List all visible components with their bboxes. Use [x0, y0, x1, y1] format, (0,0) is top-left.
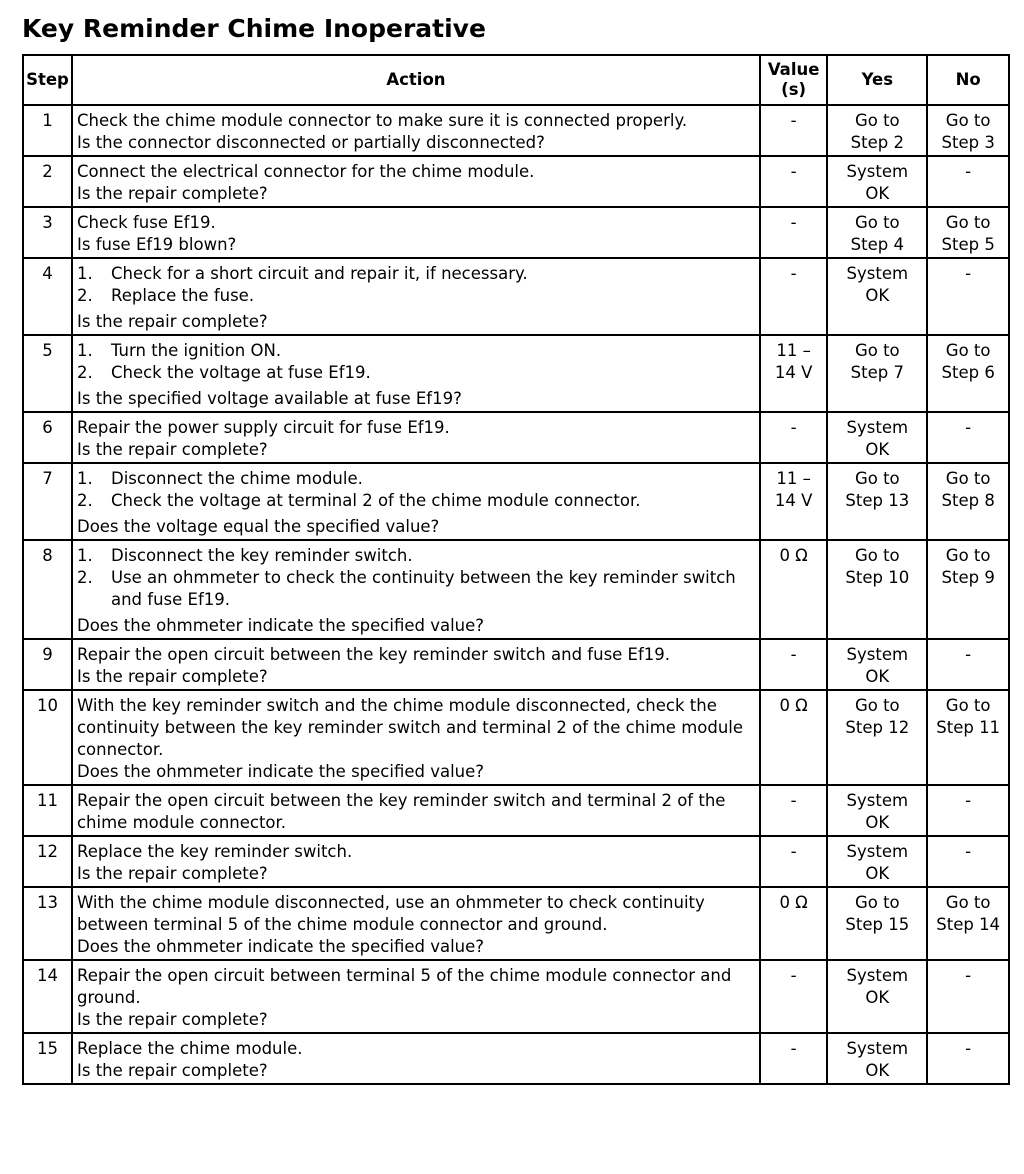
action-item-text: Disconnect the chime module.	[110, 469, 363, 488]
value-text: -	[790, 645, 797, 664]
action-text: Replace the chime module.	[76, 1039, 303, 1058]
value-text: -	[790, 418, 797, 437]
no-cell	[927, 960, 1009, 1033]
action-item-text: Turn the ignition ON.	[110, 341, 282, 360]
header-action: Action	[72, 55, 760, 105]
action-text: Replace the key reminder switch.	[76, 842, 353, 861]
no-text: -	[965, 966, 972, 985]
diagnostic-table	[22, 54, 1010, 1085]
value-text: -	[790, 791, 797, 810]
action-item	[77, 362, 755, 384]
no-text: Go to Step 3	[941, 111, 995, 152]
action-cell	[72, 1033, 760, 1084]
action-item	[77, 490, 755, 512]
step-number: 8	[23, 540, 72, 639]
value-text: -	[790, 1039, 797, 1058]
action-question: Is the repair complete?	[76, 1061, 268, 1080]
no-text: -	[965, 1039, 972, 1058]
yes-cell	[827, 540, 927, 639]
step-number: 6	[23, 412, 72, 463]
yes-text: Go to Step 12	[845, 696, 910, 737]
step-number: 1	[23, 105, 72, 156]
table-row	[23, 258, 1009, 335]
value-text: -	[790, 842, 797, 861]
value-cell	[760, 785, 827, 836]
action-cell	[72, 639, 760, 690]
yes-cell	[827, 156, 927, 207]
action-text: Check the chime module connector to make sure it is connected properly.	[76, 111, 688, 130]
value-cell	[760, 258, 827, 335]
yes-cell	[827, 785, 927, 836]
table-row	[23, 785, 1009, 836]
value-cell	[760, 540, 827, 639]
table-row	[23, 412, 1009, 463]
action-text: Repair the open circuit between the key reminder switch and terminal 2 of the chime module connector.	[76, 791, 731, 832]
value-cell	[760, 105, 827, 156]
table-row	[23, 156, 1009, 207]
yes-cell	[827, 1033, 927, 1084]
yes-text: System OK	[846, 842, 909, 883]
value-cell	[760, 836, 827, 887]
action-item-number: 2.	[76, 491, 93, 510]
yes-text: System OK	[846, 966, 909, 1007]
page-title: Key Reminder Chime Inoperative	[22, 14, 486, 43]
step-number: 9	[23, 639, 72, 690]
action-cell	[72, 258, 760, 335]
header-value-label: Value (s)	[767, 60, 820, 99]
yes-cell	[827, 639, 927, 690]
no-cell	[927, 412, 1009, 463]
no-cell	[927, 207, 1009, 258]
no-cell	[927, 887, 1009, 960]
header-yes: Yes	[827, 55, 927, 105]
value-text: -	[790, 162, 797, 181]
action-item-text: Use an ohmmeter to check the continuity between the key reminder switch and fuse Ef19.	[110, 568, 736, 609]
action-text: With the key reminder switch and the chime module disconnected, check the continuity between the key reminder switch and terminal 2 of the chime module connector.	[76, 696, 749, 759]
yes-cell	[827, 335, 927, 412]
action-item-number: 2.	[76, 286, 93, 305]
no-cell	[927, 335, 1009, 412]
action-text: With the chime module disconnected, use an ohmmeter to check continuity between terminal 5 of the chime module connector and ground.	[76, 893, 711, 934]
action-item-number: 2.	[76, 363, 93, 382]
action-item-number: 1.	[76, 264, 93, 283]
action-question: Is the repair complete?	[76, 184, 268, 203]
action-item	[77, 468, 755, 490]
step-number: 13	[23, 887, 72, 960]
step-number: 10	[23, 690, 72, 785]
no-cell	[927, 156, 1009, 207]
no-text: -	[965, 162, 972, 181]
yes-cell	[827, 960, 927, 1033]
yes-cell	[827, 463, 927, 540]
action-text: Connect the electrical connector for the chime module.	[76, 162, 535, 181]
action-cell	[72, 156, 760, 207]
no-cell	[927, 540, 1009, 639]
action-question: Is the repair complete?	[76, 440, 268, 459]
action-item	[77, 285, 755, 307]
value-cell	[760, 335, 827, 412]
value-text: 11 – 14 V	[774, 469, 813, 510]
no-text: Go to Step 11	[936, 696, 1001, 737]
value-cell	[760, 960, 827, 1033]
action-item-number: 2.	[76, 568, 93, 587]
value-cell	[760, 690, 827, 785]
yes-cell	[827, 412, 927, 463]
step-number: 14	[23, 960, 72, 1033]
action-question: Is the repair complete?	[76, 1010, 268, 1029]
action-cell	[72, 785, 760, 836]
no-text: -	[965, 264, 972, 283]
yes-text: Go to Step 10	[845, 546, 910, 587]
table-row	[23, 960, 1009, 1033]
no-text: -	[965, 418, 972, 437]
table-row	[23, 207, 1009, 258]
yes-cell	[827, 836, 927, 887]
table-row	[23, 463, 1009, 540]
action-question: Does the ohmmeter indicate the specified value?	[76, 762, 485, 781]
yes-text: System OK	[846, 418, 909, 459]
table-row	[23, 639, 1009, 690]
action-text: Repair the open circuit between the key reminder switch and fuse Ef19.	[76, 645, 671, 664]
no-text: -	[965, 645, 972, 664]
action-cell	[72, 105, 760, 156]
action-question: Is the repair complete?	[76, 312, 268, 331]
action-cell	[72, 540, 760, 639]
table-row	[23, 540, 1009, 639]
no-cell	[927, 258, 1009, 335]
action-item-number: 1.	[76, 469, 93, 488]
no-text: Go to Step 9	[941, 546, 995, 587]
no-cell	[927, 463, 1009, 540]
action-question: Is fuse Ef19 blown?	[76, 235, 237, 254]
action-item-text: Replace the fuse.	[110, 286, 255, 305]
step-number: 4	[23, 258, 72, 335]
value-cell	[760, 887, 827, 960]
table-row	[23, 105, 1009, 156]
action-cell	[72, 207, 760, 258]
step-number: 7	[23, 463, 72, 540]
no-cell	[927, 105, 1009, 156]
action-question: Is the connector disconnected or partially disconnected?	[76, 133, 545, 152]
step-number: 15	[23, 1033, 72, 1084]
table-row	[23, 335, 1009, 412]
value-text: 11 – 14 V	[774, 341, 813, 382]
action-item	[77, 340, 755, 362]
value-text: 0 Ω	[779, 546, 808, 565]
action-item	[77, 567, 755, 611]
no-text: Go to Step 6	[941, 341, 995, 382]
yes-text: Go to Step 7	[850, 341, 904, 382]
value-cell	[760, 639, 827, 690]
action-text: Check fuse Ef19.	[76, 213, 216, 232]
no-cell	[927, 836, 1009, 887]
action-cell	[72, 960, 760, 1033]
step-number: 2	[23, 156, 72, 207]
action-cell	[72, 412, 760, 463]
step-number: 5	[23, 335, 72, 412]
yes-text: Go to Step 13	[845, 469, 910, 510]
no-cell	[927, 785, 1009, 836]
value-cell	[760, 1033, 827, 1084]
yes-text: System OK	[846, 162, 909, 203]
yes-text: System OK	[846, 264, 909, 305]
step-number: 12	[23, 836, 72, 887]
no-text: Go to Step 8	[941, 469, 995, 510]
action-text: Repair the power supply circuit for fuse Ef19.	[76, 418, 450, 437]
action-item-number: 1.	[76, 341, 93, 360]
no-cell	[927, 1033, 1009, 1084]
no-text: -	[965, 791, 972, 810]
step-number: 3	[23, 207, 72, 258]
yes-cell	[827, 207, 927, 258]
action-cell	[72, 690, 760, 785]
no-text: Go to Step 14	[936, 893, 1001, 934]
action-question: Is the specified voltage available at fuse Ef19?	[76, 389, 462, 408]
action-question: Does the ohmmeter indicate the specified value?	[76, 616, 485, 635]
action-cell	[72, 836, 760, 887]
value-text: -	[790, 264, 797, 283]
action-item	[77, 545, 755, 567]
value-cell	[760, 207, 827, 258]
action-cell	[72, 335, 760, 412]
action-item-number: 1.	[76, 546, 93, 565]
value-text: 0 Ω	[779, 696, 808, 715]
action-text: Repair the open circuit between terminal 5 of the chime module connector and ground.	[76, 966, 737, 1007]
no-cell	[927, 639, 1009, 690]
no-text: -	[965, 842, 972, 861]
table-row	[23, 887, 1009, 960]
action-question: Is the repair complete?	[76, 864, 268, 883]
yes-text: Go to Step 4	[850, 213, 904, 254]
action-question: Does the ohmmeter indicate the specified value?	[76, 937, 485, 956]
no-cell	[927, 690, 1009, 785]
header-step: Step	[23, 55, 72, 105]
action-item-text: Disconnect the key reminder switch.	[110, 546, 413, 565]
yes-cell	[827, 258, 927, 335]
value-cell	[760, 412, 827, 463]
action-item-text: Check the voltage at fuse Ef19.	[110, 363, 371, 382]
action-question: Does the voltage equal the specified value?	[76, 517, 440, 536]
step-number: 11	[23, 785, 72, 836]
value-text: 0 Ω	[779, 893, 808, 912]
value-text: -	[790, 213, 797, 232]
yes-text: System OK	[846, 1039, 909, 1080]
action-item-text: Check for a short circuit and repair it, if necessary.	[110, 264, 528, 283]
table-row	[23, 690, 1009, 785]
yes-text: System OK	[846, 791, 909, 832]
header-no: No	[927, 55, 1009, 105]
value-text: -	[790, 111, 797, 130]
yes-text: Go to Step 2	[850, 111, 904, 152]
table-row	[23, 836, 1009, 887]
action-cell	[72, 463, 760, 540]
yes-cell	[827, 887, 927, 960]
action-cell	[72, 887, 760, 960]
value-cell	[760, 463, 827, 540]
yes-text: System OK	[846, 645, 909, 686]
value-cell	[760, 156, 827, 207]
value-text: -	[790, 966, 797, 985]
yes-cell	[827, 105, 927, 156]
action-question: Is the repair complete?	[76, 667, 268, 686]
table-row	[23, 1033, 1009, 1084]
no-text: Go to Step 5	[941, 213, 995, 254]
yes-text: Go to Step 15	[845, 893, 910, 934]
table-header-row	[23, 55, 1009, 105]
yes-cell	[827, 690, 927, 785]
action-item-text: Check the voltage at terminal 2 of the chime module connector.	[110, 491, 641, 510]
action-item	[77, 263, 755, 285]
header-value	[760, 55, 827, 105]
